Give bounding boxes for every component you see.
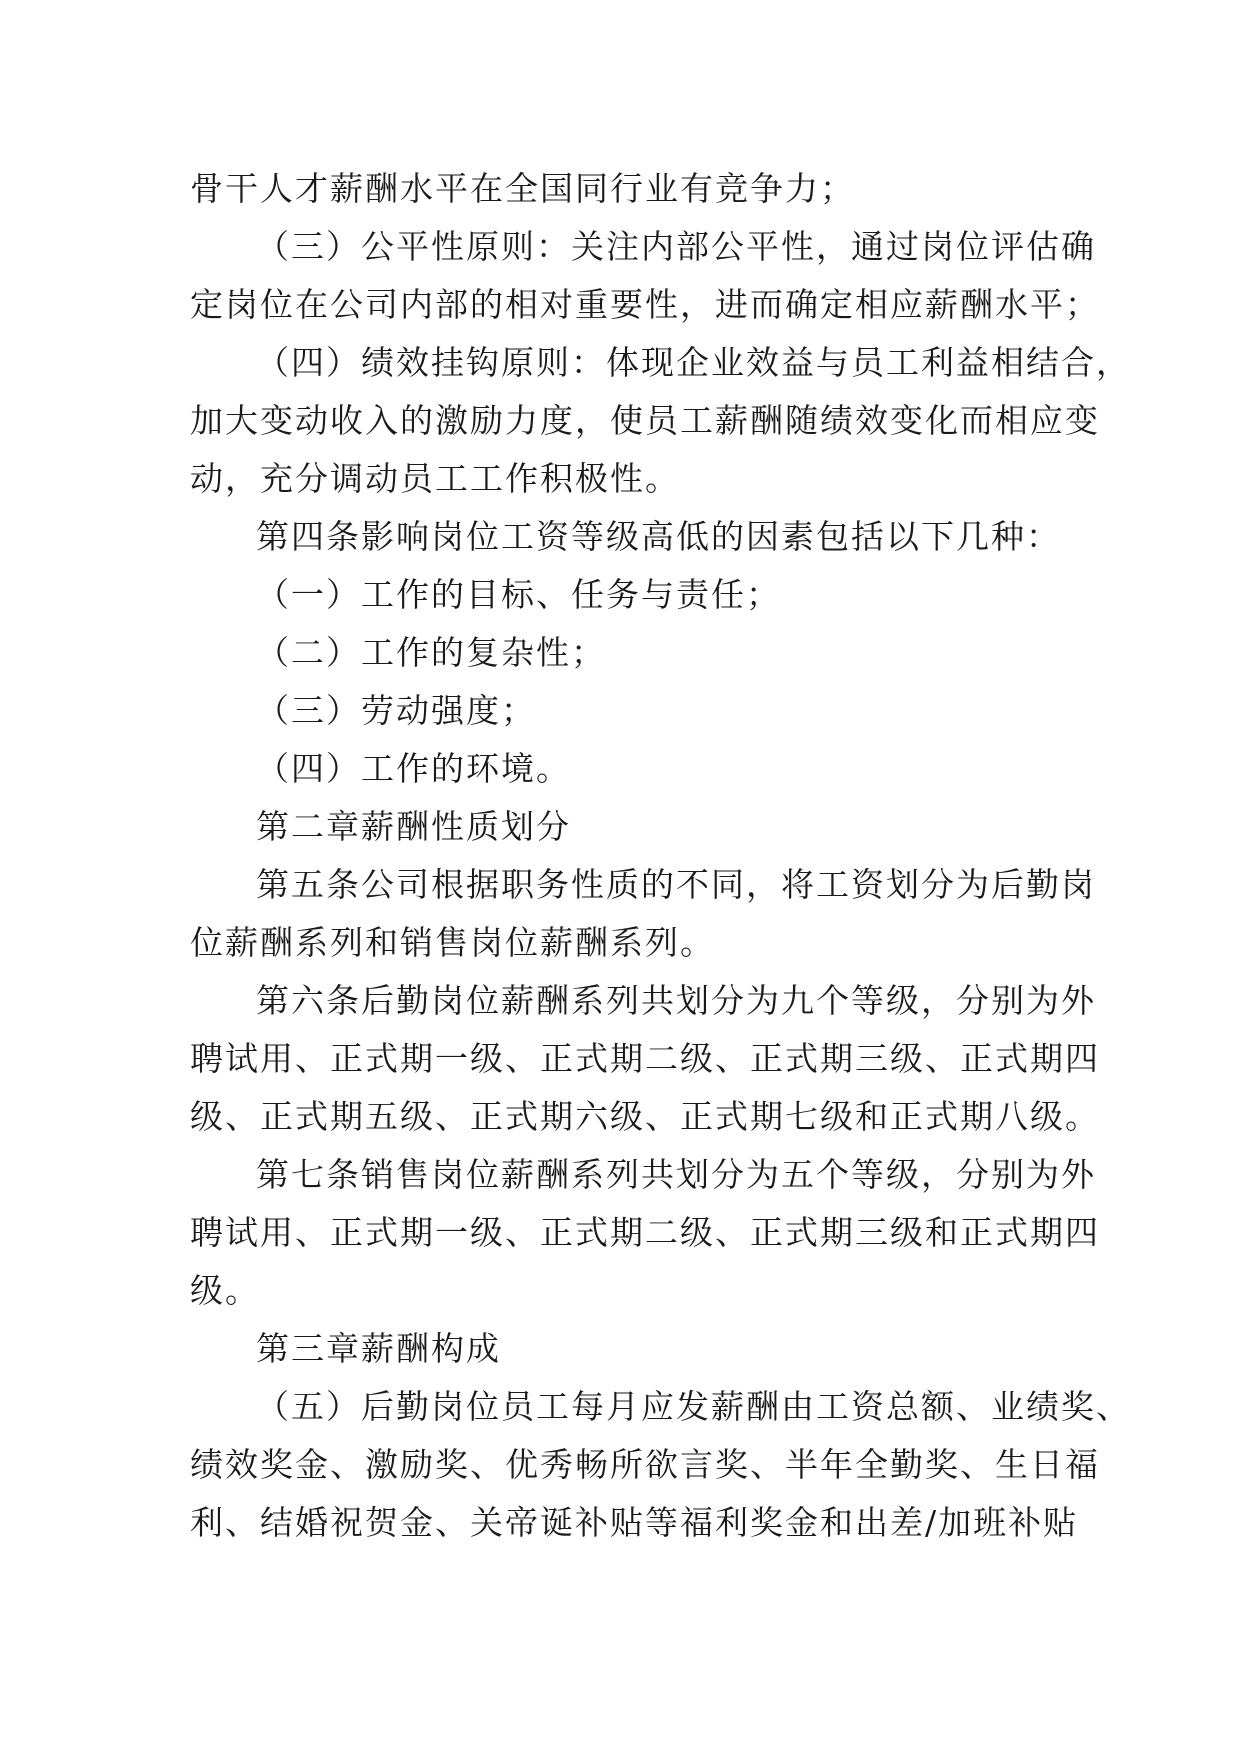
text-line: 定岗位在公司内部的相对重要性，进而确定相应薪酬水平； (190, 285, 1100, 324)
text-line: 骨干人才薪酬水平在全国同行业有竞争力； (190, 169, 855, 208)
text-line: （三）劳动强度； (256, 691, 536, 730)
text-line: 聘试用、正式期一级、正式期二级、正式期三级和正式期四 (190, 1213, 1100, 1252)
text-line: 第六条后勤岗位薪酬系列共划分为九个等级，分别为外 (256, 981, 1096, 1020)
text-line: 绩效奖金、激励奖、优秀畅所欲言奖、半年全勤奖、生日福 (190, 1445, 1100, 1484)
text-line: 第五条公司根据职务性质的不同，将工资划分为后勤岗 (256, 865, 1096, 904)
text-line: 位薪酬系列和销售岗位薪酬系列。 (190, 923, 715, 962)
text-line: 级。 (190, 1271, 260, 1310)
text-line: 动，充分调动员工工作积极性。 (190, 459, 680, 498)
text-line: （四）工作的环境。 (256, 749, 571, 788)
text-line: 第二章薪酬性质划分 (256, 807, 571, 846)
text-line: 第四条影响岗位工资等级高低的因素包括以下几种： (256, 517, 1061, 556)
text-line: （一）工作的目标、任务与责任； (256, 575, 781, 614)
text-line: （四）绩效挂钩原则：体现企业效益与员工利益相结合， (256, 343, 1131, 382)
text-line: （二）工作的复杂性； (256, 633, 606, 672)
text-line: 第七条销售岗位薪酬系列共划分为五个等级，分别为外 (256, 1155, 1096, 1194)
text-line: 利、结婚祝贺金、关帝诞补贴等福利奖金和出差/加班补贴 (190, 1503, 1079, 1542)
text-line: 加大变动收入的激励力度，使员工薪酬随绩效变化而相应变 (190, 401, 1100, 440)
text-line: （五）后勤岗位员工每月应发薪酬由工资总额、业绩奖、 (256, 1387, 1131, 1426)
body-text (190, 160, 1131, 1552)
text-line: 聘试用、正式期一级、正式期二级、正式期三级、正式期四 (190, 1039, 1100, 1078)
text-line: 级、正式期五级、正式期六级、正式期七级和正式期八级。 (190, 1097, 1100, 1136)
text-line: 第三章薪酬构成 (256, 1329, 501, 1368)
text-line: （三）公平性原则：关注内部公平性，通过岗位评估确 (256, 227, 1096, 266)
